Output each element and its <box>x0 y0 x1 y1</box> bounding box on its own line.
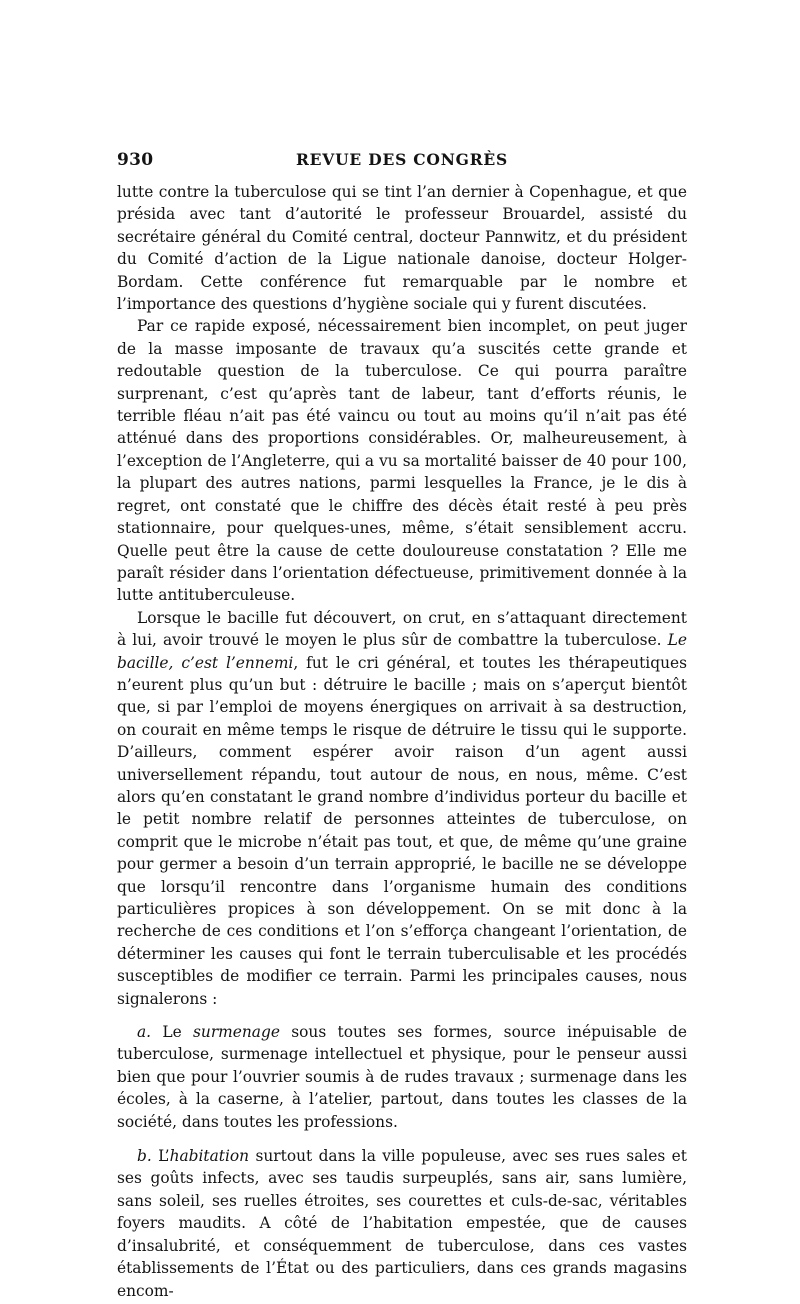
paragraph-2: Par ce rapide exposé, nécessairement bien incomplet, on peut juger de la masse imposante de travaux qu’a suscités cette grande et redoutable question de la tuberculose. Ce qui pourra paraître surprenant, c’est qu’après tant de labeur, tant d’efforts réunis, le terrible fléau n’ait pas été vaincu ou tout au moins qu’il n’ait pas été atténué dans des proportions considérables. Or, malheureusement, à l’exception de l’Angleterre, qui a vu sa mortalité baisser de 40 pour 100, la plupart des autres nations, parmi lesquelles la France, je le dis à regret, ont constaté que le chiffre des décès était resté à peu près stationnaire, pour quelques-unes, même, s’était sensiblement accru. Quelle peut être la cause de cette douloureuse constatation ? Elle me paraît résider dans l’orientation défectueuse, primitivement donnée à la lutte antituberculeuse. <box>117 317 687 605</box>
list-item-a-label: a. <box>137 1023 152 1042</box>
paragraph-3 <box>117 607 687 1010</box>
list-item-b-lead: L’ <box>151 1147 170 1166</box>
page-number: 930 <box>117 150 154 170</box>
list-item-a-text: sous toutes ses formes, source inépuisable de tuberculose, surmenage intellectuel et physique, pour le penseur aussi bien que pour l’ouvrier soumis à de rudes travaux ; surmenage dans les écoles, à la caserne, à l’atelier, partout, dans toutes les classes de la société, dans toutes les professions. <box>117 1023 687 1131</box>
list-item-b-text: surtout dans la ville populeuse, avec ses rues sales et ses goûts infects, avec ses taudis surpeuplés, sans air, sans lumière, sans soleil, ses ruelles étroites, ses courettes et culs-de-sac, véritables foyers maudits. A côté de l’habitation empestée, que de causes d’insalubrité, et conséquemment de tuberculose, dans ces vastes établissements de l’État ou des particuliers, dans ces grands magasins encom- <box>117 1147 687 1300</box>
running-title: REVUE DES CONGRÈS <box>295 150 509 169</box>
paragraph-1: lutte contre la tuberculose qui se tint l’an dernier à Copenhague, et que présida avec tant d’autorité le professeur Brouardel, assisté du secrétaire général du Comité central, docteur Pannwitz, et du président du Comité d’action de la Ligue nationale danoise, docteur Holger-Bordam. Cette conférence fut remarquable par le nombre et l’importance des questions d’hygiène sociale qui y furent discutées. <box>117 183 687 314</box>
paragraph-3-italic: Le bacille, c’est l’ennemi <box>117 631 687 672</box>
list-item-a <box>117 1021 687 1133</box>
list-item-a-lead: Le <box>151 1023 194 1042</box>
paragraph-3-text-end: , fut le cri général, et toutes les thérapeutiques n’eurent plus qu’un but : détruire le bacille ; mais on s’aperçut bientôt que, si par l’emploi de moyens énergiques on arrivait à sa destruction, on courait en même temps le risque de détruire le tissu qui le supporte. D’ailleurs, comment espérer avoir raison d’un agent aussi universellement répandu, tout autour de nous, en nous, même. C’est alors qu’en constatant le grand nombre d’individus porteur du bacille et le petit nombre relatif de personnes atteintes de tuberculose, on comprit que le microbe n’était pas tout, et que, de même qu’une graine pour germer a besoin d’un terrain approprié, le bacille ne se développe que lorsqu’il rencontre dans l’organisme humain des conditions particulières propices à son développement. On se mit donc à la recherche de ces conditions et l’on s’efforça changeant l’orientation, de déterminer les causes qui font le terrain tuberculisable et les procédés susceptibles de modifier ce terrain. Parmi les principales causes, nous signalerons : <box>117 653 687 1008</box>
paragraph-3-text-start: Lorsque le bacille fut découvert, on crut, en s’attaquant directement à lui, avoir trouvé le moyen le plus sûr de combattre la tuberculose. <box>117 608 687 650</box>
list-item-a-italic: surmenage <box>193 1023 280 1042</box>
list-item-b <box>117 1145 687 1302</box>
list-item-b-label: b. <box>137 1147 152 1166</box>
body-text <box>117 181 687 1302</box>
page-header <box>117 150 687 174</box>
list-item-b-italic: habitation <box>169 1147 250 1166</box>
